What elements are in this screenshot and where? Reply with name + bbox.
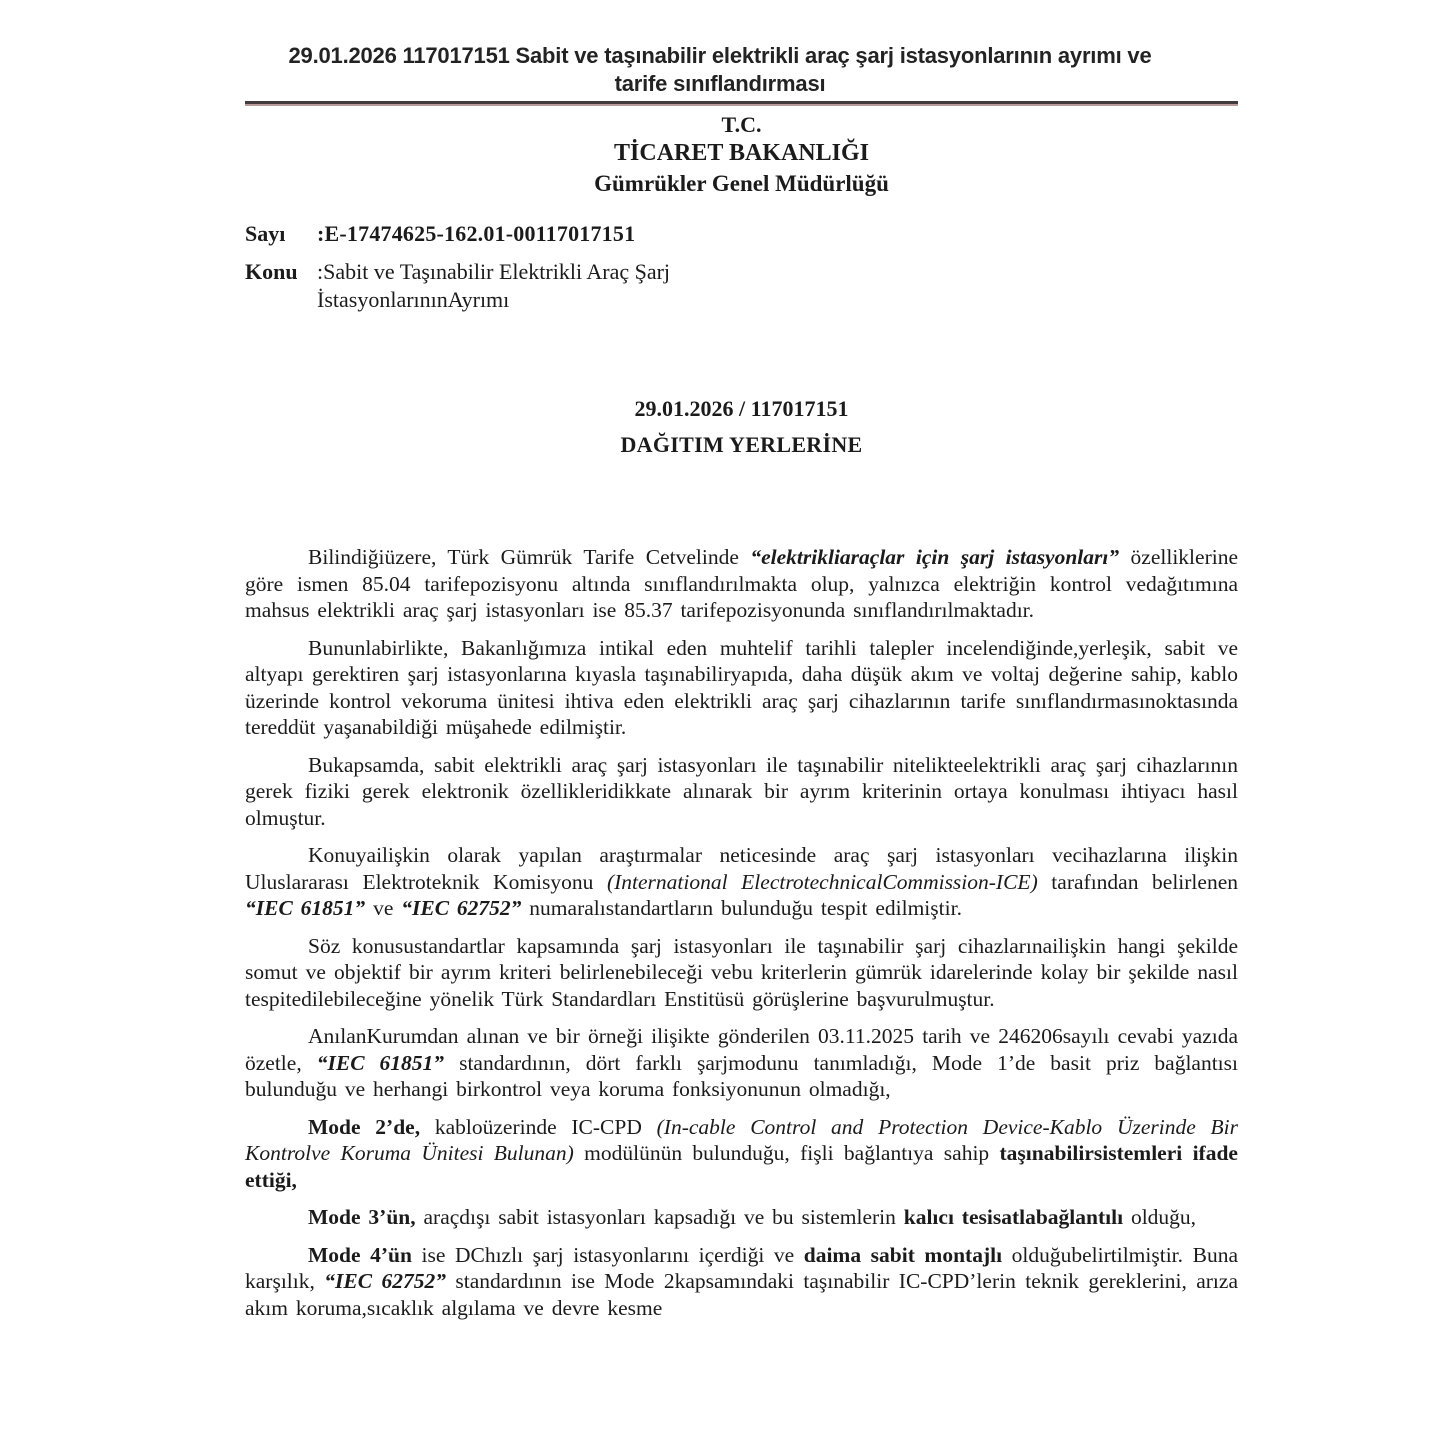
paragraph [245, 544, 1238, 624]
text-run: “IEC 61851” [316, 1050, 445, 1075]
text-run: (International ElectrotechnicalCommission-ICE) [606, 869, 1038, 894]
text-run: Bununlabirlikte, Bakanlığımıza intikal eden muhtelif tarihli talepler incelendiğinde,yerleşik, sabit ve altyapı gerektiren şarj istasyonlarına kıyasla taşınabiliryapıda, daha düşük akım ve voltaj değerine sahip, kablo üzerinde kontrol vekoruma ünitesi ihtiva eden elektrikli araç şarj cihazlarının tarife sınıflandırmasınoktasında tereddüt yaşanabildiği müşahede edilmiştir. [245, 635, 1238, 739]
text-run: ve [365, 896, 402, 920]
distribution-heading: DAĞITIM YERLERİNE [620, 432, 863, 457]
text-run: özelliklerine göre ismen 85.04 tarifepozisyonu altında sınıflandırılmakta olup, yalnızca elektriğin kontrol vedağıtımına mahsus elektrikli araç şarj istasyonları ise 85.37 tarifepozisyonunda sınıflandırılmaktadır. [245, 545, 1239, 622]
paragraph [245, 752, 1238, 832]
text-run: kabloüzerinde IC-CPD [420, 1114, 657, 1139]
text-run: “elektrikliaraçlar için şarj istasyonları” [750, 545, 1120, 569]
paragraph [245, 1204, 1238, 1231]
text-run: “IEC 61851” [245, 896, 366, 920]
meta-block [245, 220, 1238, 314]
text-run: standardının, dört farklı şarjmodunu tanımladığı, Mode 1’de basit priz bağlantısı bulunduğu ve herhangi birkontrol veya koruma fonksiyonunun olmadığı, [245, 1050, 1238, 1101]
text-run: olduğubelirtilmiştir. Buna karşılık, [245, 1242, 1238, 1293]
sayi-row [245, 220, 1238, 248]
text-run: Bilindiğiüzere, Türk Gümrük Tarife Cetvelinde [308, 545, 751, 569]
text-run: olduğu, [1123, 1205, 1197, 1229]
ministry-name: TİCARET BAKANLIĞI [614, 140, 869, 166]
text-run: Mode 4’ün [308, 1242, 412, 1267]
text-run: “IEC 62752” [324, 1269, 446, 1293]
text-run: Söz konusustandartlar kapsamında şarj istasyonları ile taşınabilir şarj cihazlarınailişkin hangi şekilde somut ve objektif bir ayrım kriteri belirlenebileceği vebu kriterlerin gümrük idarelerinde kolay bir şekilde nasıl tespitedilebileceğine yönelik Türk Standardları Enstitüsü görüşlerine başvurulmuştur. [245, 933, 1238, 1011]
text-run: “IEC 62752” [401, 896, 522, 920]
document-body [245, 544, 1238, 1321]
text-run: kalıcı tesisatlabağlantılı [903, 1205, 1124, 1229]
text-run: modülünün bulunduğu, fişli bağlantıya sahip [573, 1141, 1000, 1165]
header-divider-light [245, 104, 1238, 106]
konu-label: Konu [245, 259, 298, 284]
text-run: Konuyailişkin olarak yapılan araştırmalar neticesinde araç şarj istasyonları vecihazlarına ilişkin Uluslararası Elektroteknik Komisyonu [245, 843, 1238, 894]
sayi-value: :E-17474625-162.01-00117017151 [317, 221, 636, 246]
paragraph [245, 635, 1238, 741]
konu-row [245, 258, 1238, 314]
republic-label: T.C. [721, 112, 762, 137]
konu-value: :Sabit ve Taşınabilir Elektrikli Araç Şarj İstasyonlarınınAyrımı [317, 259, 671, 312]
text-run: Mode 3’ün, [308, 1205, 416, 1229]
directorate-name: Gümrükler Genel Müdürlüğü [594, 171, 889, 196]
viewer-title: 29.01.2026 117017151 Sabit ve taşınabilir elektrikli araç şarj istasyonlarının ayrımı ve tarife sınıflandırması [288, 43, 1152, 96]
text-run: numaralıstandartların bulunduğu tespit edilmiştir. [521, 896, 962, 920]
text-run: araçdışı sabit istasyonları kapsadığı ve bu sistemlerin [415, 1205, 904, 1229]
text-run: tarafından belirlenen [1037, 869, 1238, 894]
paragraph [245, 842, 1238, 922]
text-run: Mode 2’de, [308, 1114, 421, 1139]
date-reference: 29.01.2026 / 117017151 [634, 396, 849, 421]
text-run: Bukapsamda, sabit elektrikli araç şarj istasyonları ile taşınabilir nitelikteelektrikli araç şarj cihazlarının gerek fiziki gerek elektronik özellikleridikkate alınarak bir ayrım kriterinin ortaya konulması ihtiyacı hasıl olmuştur. [245, 752, 1238, 830]
paragraph [245, 1242, 1238, 1322]
text-run: (In-cable Control and Protection Device-Kablo Üzerinde Bir Kontrolve Koruma Ünitesi Bulunan) [245, 1114, 1238, 1165]
text-run: ise DChızlı şarj istasyonlarını içerdiği ve [411, 1242, 804, 1267]
text-run: standardının ise Mode 2kapsamındaki taşınabilir IC-CPD’lerin teknik gereklerini, arıza akım koruma,sıcaklık algılama ve devre kesme [245, 1269, 1238, 1320]
paragraph [245, 1114, 1238, 1194]
text-run: daima sabit montajlı [803, 1242, 1003, 1267]
paragraph [245, 1023, 1238, 1103]
paragraph [245, 933, 1238, 1013]
sayi-label: Sayı [245, 221, 286, 246]
text-run: taşınabilirsistemleri ifade ettiği, [245, 1141, 1238, 1192]
text-run: AnılanKurumdan alınan ve bir örneği ilişikte gönderilen 03.11.2025 tarih ve 246206sayılı cevabi yazıda özetle, [245, 1024, 1238, 1075]
